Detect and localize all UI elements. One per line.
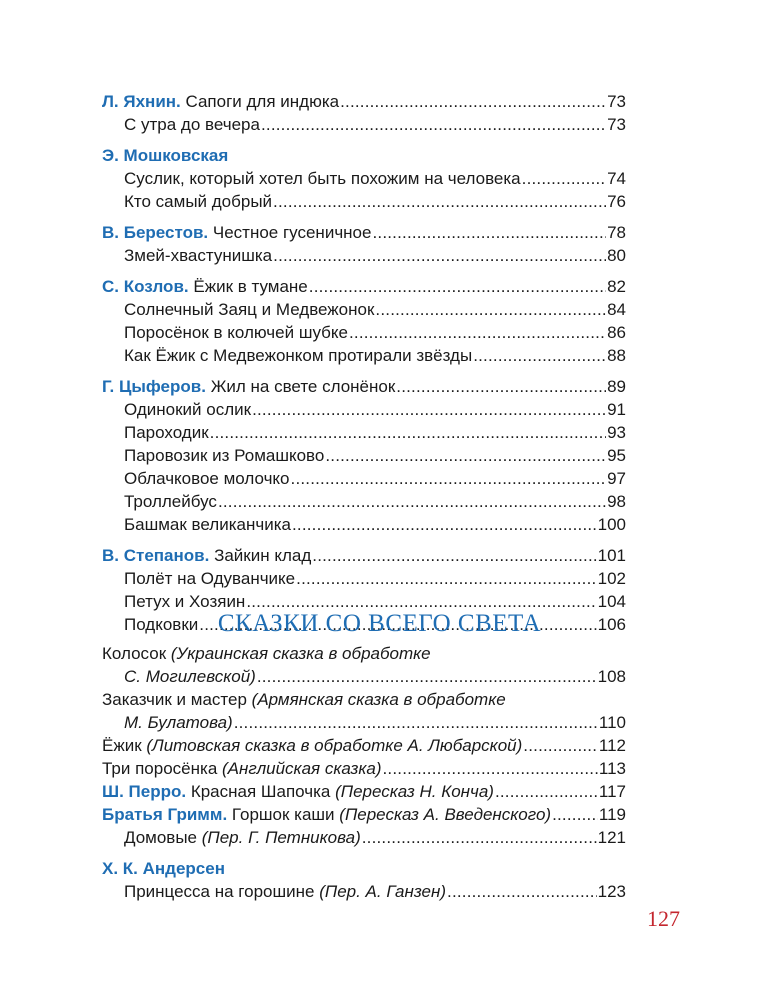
toc-entry	[102, 826, 626, 849]
toc-subtitle: (Армянская сказка в обработке	[251, 690, 506, 709]
toc-page-number: 121	[597, 828, 626, 847]
toc-title: Петух и Хозяин	[124, 592, 246, 611]
toc-entry	[102, 375, 626, 398]
toc-entry	[102, 90, 626, 113]
toc-page-number: 89	[607, 377, 626, 396]
toc-page-number: 104	[597, 592, 626, 611]
toc-entry	[102, 190, 626, 213]
toc-title: Суслик, который хотел быть похожим на человека	[124, 169, 521, 188]
toc-entry	[102, 321, 626, 344]
toc-subtitle: (Пересказ Н. Конча)	[335, 782, 494, 801]
toc-author: Э. Мошковская	[102, 146, 229, 165]
toc-leader-dots	[447, 880, 597, 903]
toc-leader-dots	[383, 757, 598, 780]
toc-leader-dots	[218, 490, 606, 513]
toc-leader-dots	[312, 544, 596, 567]
toc-title: Как Ёжик с Медвежонком протирали звёзды	[124, 346, 473, 365]
toc-title: Три поросёнка	[102, 759, 218, 778]
toc-entry	[102, 757, 626, 780]
toc-leader-dots	[375, 298, 606, 321]
toc-page-number: 78	[607, 223, 626, 242]
toc-title: Подковки	[124, 615, 199, 634]
toc-entry	[102, 688, 626, 711]
toc-entry	[102, 711, 626, 734]
toc-entry	[102, 444, 626, 467]
table-of-contents-world-tales	[102, 642, 626, 903]
toc-leader-dots	[552, 803, 598, 826]
toc-entry	[102, 244, 626, 267]
toc-title: Полёт на Одуванчике	[124, 569, 296, 588]
toc-leader-dots	[473, 344, 606, 367]
toc-page-number: 123	[597, 882, 626, 901]
toc-leader-dots	[234, 711, 598, 734]
toc-title: Башмак великанчика	[124, 515, 291, 534]
page-number: 127	[647, 906, 680, 931]
toc-leader-dots	[261, 113, 606, 136]
toc-author: В. Берестов.	[102, 223, 209, 242]
toc-leader-dots	[257, 665, 597, 688]
toc-title: Жил на свете слонёнок	[210, 377, 396, 396]
toc-page-number: 73	[607, 115, 626, 134]
toc-page-number: 110	[598, 713, 626, 732]
toc-leader-dots	[396, 375, 606, 398]
toc-entry	[102, 344, 626, 367]
toc-page-number: 112	[598, 736, 626, 755]
toc-entry	[102, 275, 626, 298]
toc-leader-dots	[210, 421, 606, 444]
toc-page-number: 119	[598, 805, 626, 824]
toc-leader-dots	[291, 467, 607, 490]
toc-page-number: 74	[607, 169, 626, 188]
toc-entry	[102, 167, 626, 190]
section-title: СКАЗКИ СО ВСЕГО СВЕТА	[217, 610, 542, 637]
toc-title: Домовые	[124, 828, 198, 847]
toc-entry	[102, 803, 626, 826]
toc-leader-dots	[523, 734, 598, 757]
toc-title: Ёжик	[102, 736, 142, 755]
toc-page-number: 117	[598, 782, 626, 801]
toc-subtitle: М. Булатова)	[124, 713, 233, 732]
toc-page-number: 97	[607, 469, 626, 488]
toc-subtitle: (Пер. Г. Петникова)	[201, 828, 361, 847]
toc-entry	[102, 298, 626, 321]
toc-title: Принцесса на горошине	[124, 882, 315, 901]
toc-page-number: 80	[607, 246, 626, 265]
toc-page-number: 100	[597, 515, 626, 534]
toc-page-number: 93	[607, 423, 626, 442]
toc-page-number: 84	[607, 300, 626, 319]
toc-entry	[102, 642, 626, 665]
table-of-contents	[102, 90, 626, 636]
toc-title: Сапоги для индюка	[185, 92, 340, 111]
toc-entry	[102, 398, 626, 421]
toc-title: Паровозик из Ромашково	[124, 446, 325, 465]
toc-author: Г. Цыферов.	[102, 377, 206, 396]
toc-title: Заказчик и мастер	[102, 690, 247, 709]
toc-page-number: 102	[597, 569, 626, 588]
toc-entry	[102, 221, 626, 244]
toc-page-number: 76	[607, 192, 626, 211]
toc-subtitle: (Пер. А. Ганзен)	[319, 882, 447, 901]
toc-title: Кто самый добрый	[124, 192, 273, 211]
toc-leader-dots	[349, 321, 606, 344]
toc-leader-dots	[495, 780, 598, 803]
toc-entry	[102, 857, 626, 880]
toc-leader-dots	[362, 826, 597, 849]
toc-entry	[102, 567, 626, 590]
toc-leader-dots	[273, 190, 606, 213]
toc-subtitle: (Английская сказка)	[222, 759, 382, 778]
toc-title: Троллейбус	[124, 492, 217, 511]
toc-title: Пароходик	[124, 423, 209, 442]
toc-title: Честное гусеничное	[212, 223, 372, 242]
toc-page-number: 91	[607, 400, 626, 419]
toc-subtitle: (Украинская сказка в обработке	[170, 644, 431, 663]
toc-title: Горшок каши	[231, 805, 335, 824]
toc-page-number: 86	[607, 323, 626, 342]
toc-leader-dots	[372, 221, 606, 244]
toc-author: Х. К. Андерсен	[102, 859, 225, 878]
toc-subtitle: С. Могилевской)	[124, 667, 256, 686]
toc-subtitle: (Пересказ А. Введенского)	[339, 805, 552, 824]
toc-title: Змей-хвастунишка	[124, 246, 273, 265]
toc-title: Красная Шапочка	[190, 782, 331, 801]
toc-title: Зайкин клад	[214, 546, 312, 565]
toc-leader-dots	[340, 90, 606, 113]
toc-subtitle: (Литовская сказка в обработке А. Любарской)	[146, 736, 523, 755]
toc-leader-dots	[309, 275, 606, 298]
toc-entry	[102, 734, 626, 757]
toc-entry	[102, 467, 626, 490]
toc-author: Ш. Перро.	[102, 782, 187, 801]
toc-page-number: 88	[607, 346, 626, 365]
toc-author: Братья Гримм.	[102, 805, 228, 824]
toc-entry	[102, 113, 626, 136]
toc-page-number: 106	[597, 615, 626, 634]
toc-page-number: 101	[597, 546, 626, 565]
toc-title: Облачковое молочко	[124, 469, 290, 488]
toc-leader-dots	[296, 567, 596, 590]
toc-author: С. Козлов.	[102, 277, 189, 296]
toc-entry	[102, 421, 626, 444]
toc-page-number: 108	[597, 667, 626, 686]
toc-entry	[102, 665, 626, 688]
toc-page-number: 98	[607, 492, 626, 511]
toc-leader-dots	[292, 513, 597, 536]
toc-leader-dots	[273, 244, 606, 267]
toc-title: С утра до вечера	[124, 115, 260, 134]
toc-page-number: 73	[607, 92, 626, 111]
toc-author: В. Степанов.	[102, 546, 210, 565]
toc-entry	[102, 144, 626, 167]
toc-entry	[102, 490, 626, 513]
toc-page-number: 95	[607, 446, 626, 465]
toc-title: Колосок	[102, 644, 167, 663]
toc-page-number: 113	[598, 759, 626, 778]
toc-entry	[102, 513, 626, 536]
toc-entry	[102, 544, 626, 567]
toc-title: Ёжик в тумане	[193, 277, 308, 296]
toc-leader-dots	[325, 444, 606, 467]
toc-leader-dots	[522, 167, 606, 190]
toc-page-number: 82	[607, 277, 626, 296]
toc-title: Одинокий ослик	[124, 400, 252, 419]
toc-entry	[102, 880, 626, 903]
toc-title: Солнечный Заяц и Медвежонок	[124, 300, 375, 319]
toc-entry	[102, 780, 626, 803]
toc-title: Поросёнок в колючей шубке	[124, 323, 348, 342]
toc-leader-dots	[252, 398, 606, 421]
toc-author: Л. Яхнин.	[102, 92, 181, 111]
